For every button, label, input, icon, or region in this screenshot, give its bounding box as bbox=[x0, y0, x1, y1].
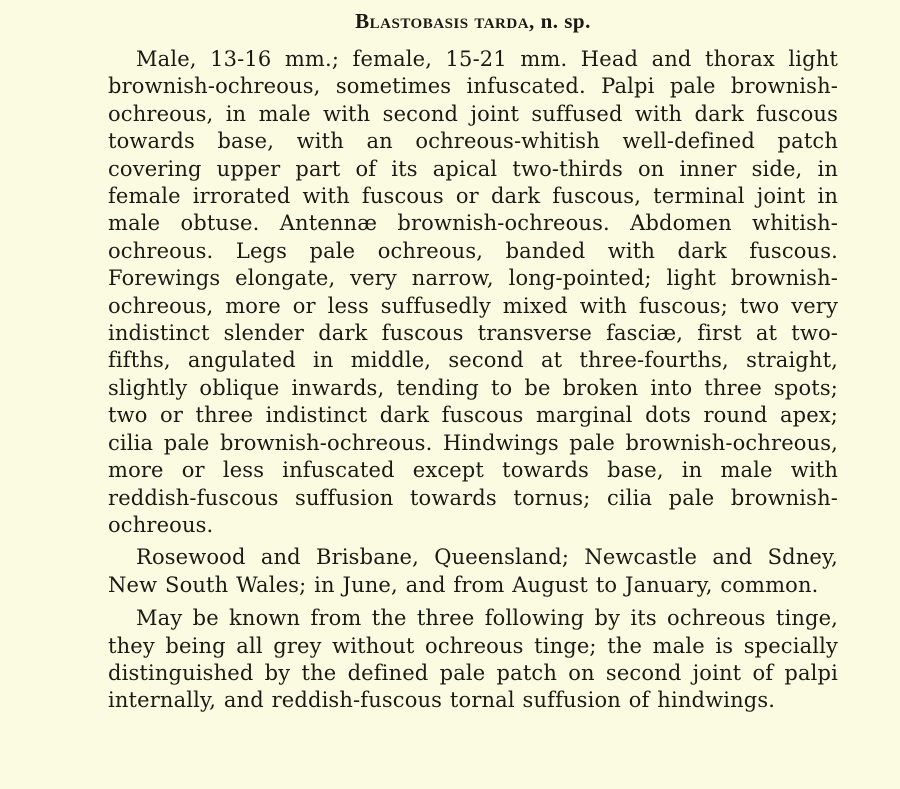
locality-paragraph: Rosewood and Brisbane, Queensland; Newcastle and Sdney, New South Wales; in June, and from August to January, common. bbox=[108, 545, 838, 597]
species-name: Blastobasis tarda, bbox=[355, 9, 535, 33]
species-heading bbox=[108, 0, 838, 37]
species-status: n. sp. bbox=[540, 9, 591, 33]
diagnosis-paragraph: May be known from the three following by its ochreous tinge, they being all grey without ochreous tinge; the male is specially distinguished by the defined pale patch on second joint of palpi internally, and reddish-fuscous tornal suffusion of hindwings. bbox=[108, 606, 838, 713]
description-paragraph: Male, 13-16 mm.; female, 15-21 mm. Head and thorax light brownish-ochreous, sometimes infuscated. Palpi pale brownish-ochreous, in male with second joint suffused with dark fuscous towards base, with an ochreous-whitish well-defined patch covering upper part of its apical two-thirds on inner side, in female irrorated with fuscous or dark fuscous, terminal joint in male obtuse. Antennæ brownish-ochreous. Abdomen whitish-ochreous. Legs pale ochreous, banded with dark fuscous. Forewings elongate, very narrow, long-pointed; light brownish-ochreous, more or less suffusedly mixed with fuscous; two very indistinct slender dark fuscous transverse fasciæ, first at two-fifths, angulated in middle, second at three-fourths, straight, slightly oblique inwards, tending to be broken into three spots; two or three indistinct dark fuscous marginal dots round apex; cilia pale brownish-ochreous. Hindwings pale brownish-ochreous, more or less infuscated except towards base, in male with reddish-fuscous suffusion towards tornus; cilia pale brownish-ochreous. bbox=[108, 47, 838, 537]
